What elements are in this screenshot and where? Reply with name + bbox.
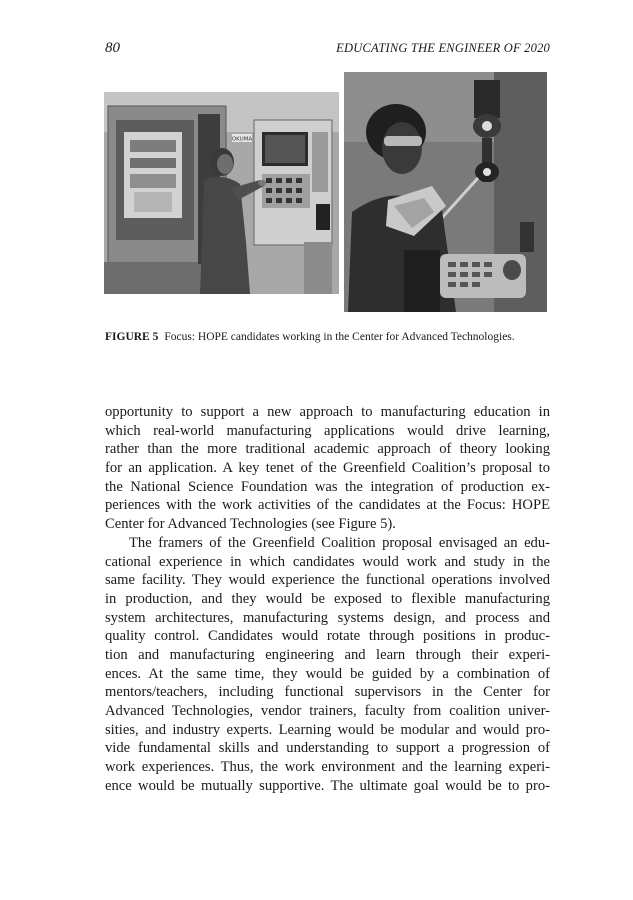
figure-photo-robot-operator: [344, 72, 547, 312]
body-line: vide fundamental skills and understanding to support a progression of: [105, 740, 550, 757]
machine-brand-label: OKUMA: [231, 136, 253, 143]
body-line: same facility. They would experience the functional operations involved: [105, 572, 550, 589]
body-line: The framers of the Greenfield Coalition proposal envisaged an edu-: [129, 534, 550, 551]
body-line: cational experience in which candidates would work and study in the: [105, 553, 550, 570]
body-line: opportunity to support a new approach to manufacturing education in: [105, 404, 550, 420]
body-line: rather than the more traditional academic approach of theory looking: [105, 441, 550, 458]
body-line: Center for Advanced Technologies (see Figure 5).: [105, 516, 396, 533]
figure-caption: [105, 331, 555, 343]
figure-caption-text: Focus: HOPE candidates working in the Center for Advanced Technologies.: [164, 331, 515, 343]
body-line: ence would be mutually supportive. The ultimate goal would be to pro-: [105, 777, 550, 794]
body-line: mentors/teachers, including functional supervisors in the Center for: [105, 684, 550, 701]
body-line: work experiences. Thus, the work environment and the learning experi-: [105, 759, 550, 776]
body-line: sities, and industry experts. Learning would be modular and would pro-: [105, 721, 550, 738]
body-line: the National Science Foundation was the integration of production ex-: [105, 478, 550, 495]
body-line: ences. At the same time, they would be guided by a combination of: [105, 665, 550, 682]
body-line: tion and manufacturing engineering and learn through their experi-: [105, 646, 550, 663]
body-line: system architectures, manufacturing systems design, and process and: [105, 609, 550, 626]
body-line: in production, and they would be exposed to flexible manufacturing: [105, 590, 550, 607]
body-line: Advanced Technologies, vendor trainers, faculty from coalition univer-: [105, 703, 550, 719]
body-text: [105, 403, 550, 795]
page-number: 80: [105, 40, 120, 56]
body-line: which real-world manufacturing applications would drive learning,: [105, 422, 550, 439]
running-title: EDUCATING THE ENGINEER OF 2020: [336, 41, 550, 55]
figure-label: FIGURE 5: [105, 331, 159, 343]
figure-photo-cnc-operator: [104, 92, 339, 294]
running-head: [105, 40, 550, 60]
body-line: for an application. A key tenet of the Greenfield Coalition’s proposal to: [105, 460, 550, 477]
body-line: quality control. Candidates would rotate through positions in produc-: [105, 628, 550, 645]
body-line: periences with the work activities of the candidates at the Focus: HOPE: [105, 497, 550, 514]
